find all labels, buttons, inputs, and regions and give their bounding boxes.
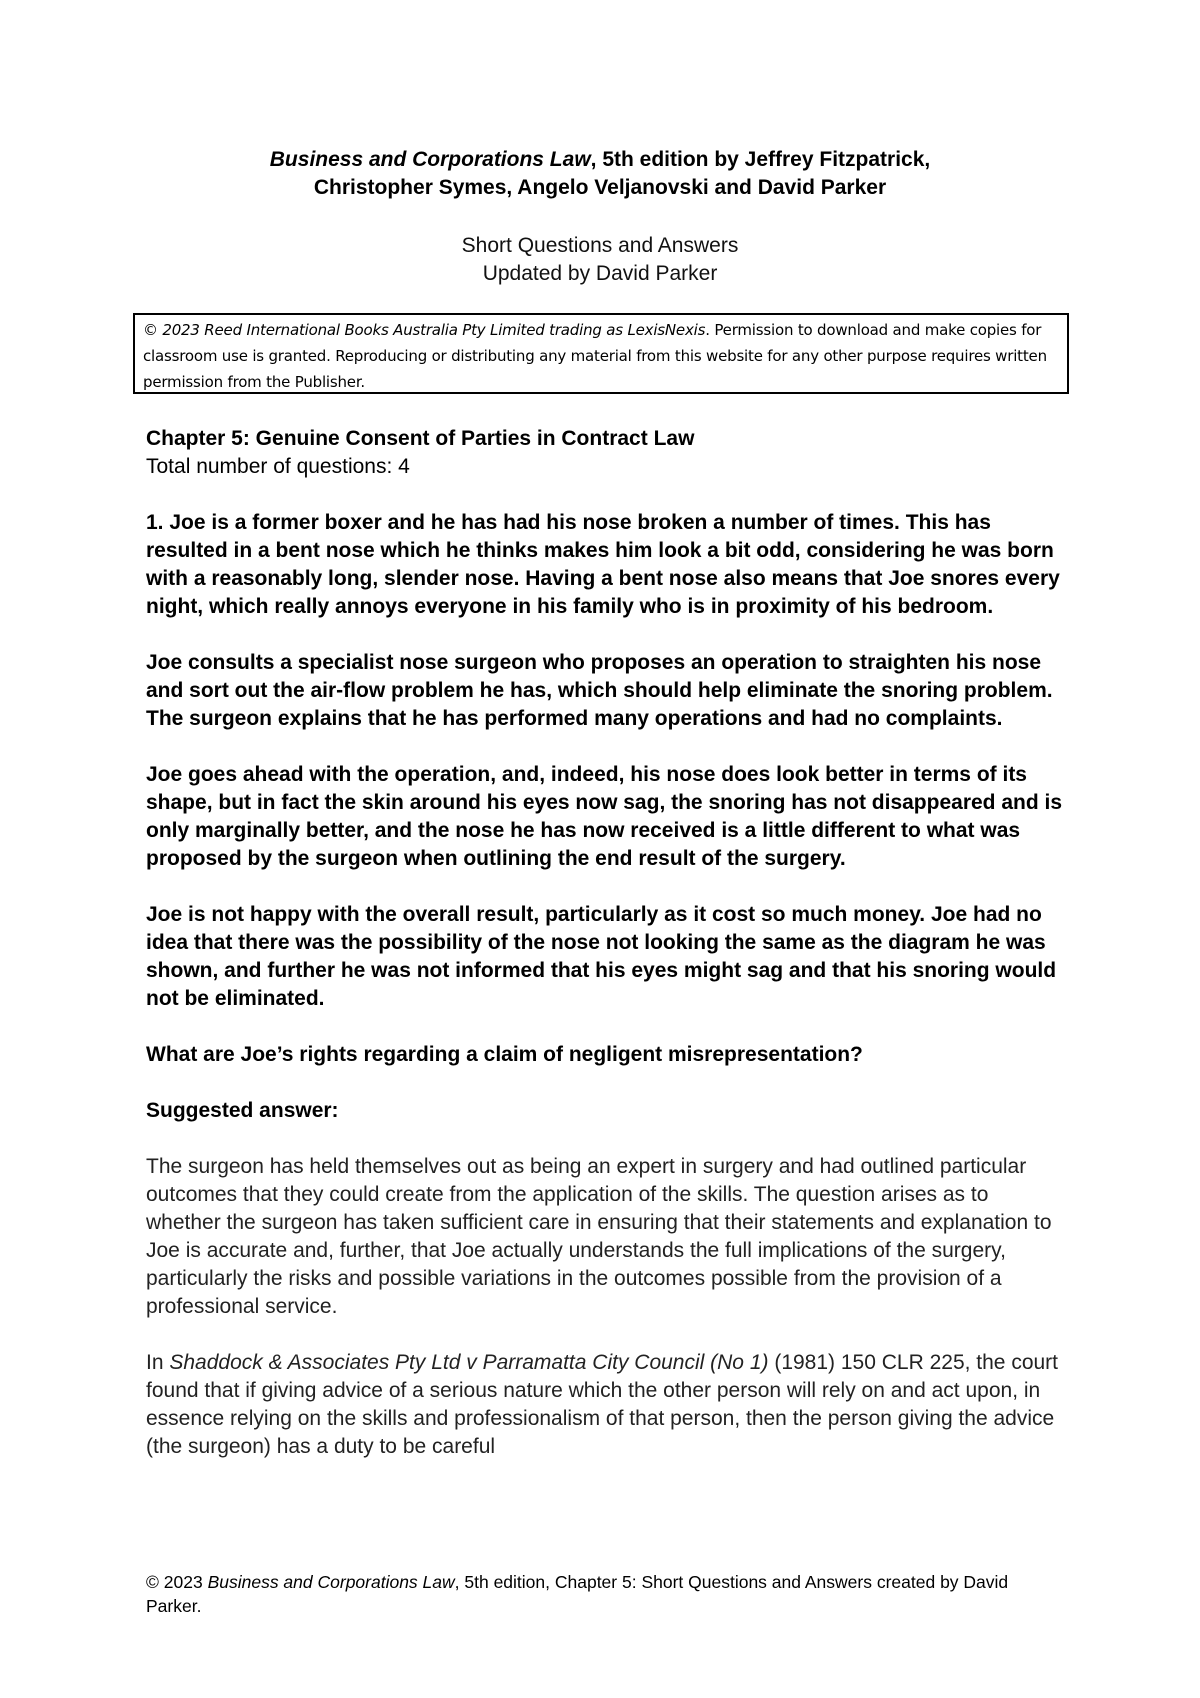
answer-paragraph-case (146, 1349, 1066, 1461)
subtitle-line-1: Short Questions and Answers (461, 234, 739, 257)
answer-prefix: In (146, 1351, 170, 1374)
page-footer (146, 1570, 1066, 1618)
main-content (146, 425, 1066, 1461)
footer-prefix: © 2023 (146, 1572, 208, 1592)
question-paragraph: Joe goes ahead with the operation, and, indeed, his nose does look better in terms of its shape, but in fact the skin around his eyes now sag, the snoring has not disappeared and is only marginally better, and the nose he has now received is a little different to what was proposed by the surgeon when outlining the end result of the surgery. (146, 763, 1063, 870)
question-paragraph: 1. Joe is a former boxer and he has had his nose broken a number of times. This has resulted in a bent nose which he thinks makes him look a bit odd, considering he was born with a reasonably long, slender nose. Having a bent nose also means that Joe snores every night, which really annoys everyone in his family who is in proximity of his bedroom. (146, 511, 1060, 618)
question-paragraph: Joe consults a specialist nose surgeon who proposes an operation to straighten his nose and sort out the air-flow problem he has, which should help eliminate the snoring problem. The surgeon explains that he has performed many operations and had no complaints. (146, 651, 1053, 730)
document-title (0, 146, 1200, 202)
case-citation: Shaddock & Associates Pty Ltd v Parramatta City Council (No 1) (169, 1351, 769, 1374)
suggested-answer (146, 1153, 1066, 1461)
subtitle-line-2: Updated by David Parker (482, 262, 718, 285)
chapter-heading: Chapter 5: Genuine Consent of Parties in Contract Law (146, 427, 695, 450)
footer-rest: , 5th edition, Chapter 5: Short Questions and Answers created by David Parker. (146, 1572, 1009, 1616)
footer-book-title: Business and Corporations Law (207, 1572, 455, 1592)
answer-paragraph: The surgeon has held themselves out as being an expert in surgery and had outlined particular outcomes that they could create from the application of the skills. The question arises as to whether the surgeon has taken sufficient care in ensuring that their statements and explanation to Joe is accurate and, further, that Joe actually understands the full implications of the surgery, particularly the risks and possible variations in the outcomes possible from the provision of a professional service. (146, 1155, 1052, 1318)
document-subtitle (0, 232, 1200, 288)
question-prompt: What are Joe’s rights regarding a claim of negligent misrepresentation? (146, 1043, 863, 1066)
question-paragraph: Joe is not happy with the overall result, particularly as it cost so much money. Joe had no idea that there was the possibility of the nose not looking the same as the diagram he was shown, and further he was not informed that his eyes might sag and that his snoring would not be eliminated. (146, 903, 1057, 1010)
title-line-1-rest: , 5th edition by Jeffrey Fitzpatrick, (590, 148, 931, 171)
copyright-notice-box (133, 313, 1069, 394)
answer-paragraph-rest: (1981) 150 CLR 225, the court found that if giving advice of a serious nature which the other person will rely on and act upon, in essence relying on the skills and professionalism of that person, then the person giving the advice (the surgeon) has a duty to be careful (146, 1351, 1059, 1458)
question-count: Total number of questions: 4 (146, 455, 410, 478)
book-title: Business and Corporations Law (269, 148, 591, 171)
answer-label: Suggested answer: (146, 1099, 339, 1122)
title-line-1 (0, 146, 1200, 174)
copyright-holder: © 2023 Reed International Books Australia Pty Limited trading as LexisNexis (143, 321, 706, 339)
copyright-permission-text: . Permission to download and make copies for classroom use is granted. Reproducing or distributing any material from this website for any other purpose requires written permission from the Publisher. (143, 321, 1047, 391)
title-line-2: Christopher Symes, Angelo Veljanovski and David Parker (313, 176, 887, 199)
